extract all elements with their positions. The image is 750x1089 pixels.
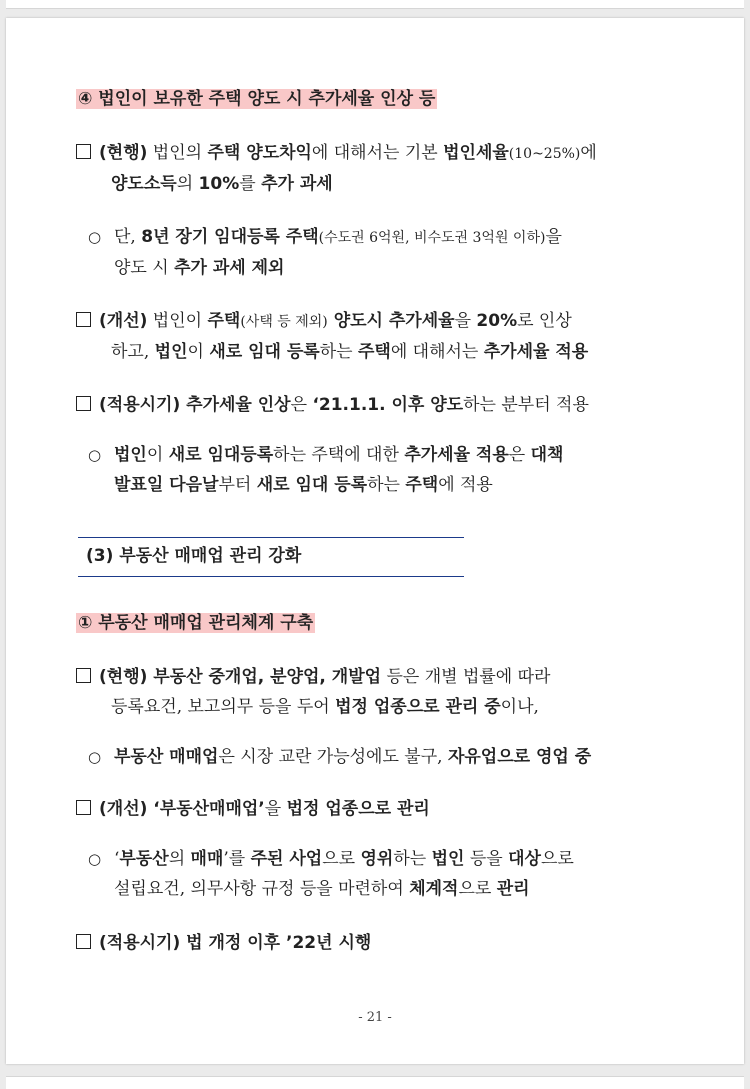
sub-bullet-exception	[88, 222, 562, 283]
line: ○ ‘부동산의 매매’를 주된 사업으로 영위하는 법인 등을 대상으로	[88, 844, 676, 874]
line: 등록요건, 보고의무 등을 두어 법정 업종으로 관리 중이나,	[111, 697, 539, 717]
checkbox-bullet-icon	[76, 934, 91, 949]
line: (개선) 법인이 주택(사택 등 제외) 양도시 추가세율을 20%로 인상	[76, 306, 676, 337]
checkbox-bullet-icon	[76, 144, 91, 159]
section-header-box	[78, 537, 464, 577]
line: 양도소득의 10%를 추가 과세	[111, 174, 333, 194]
page-number: - 21 -	[358, 1010, 392, 1025]
line: ○ 법인이 새로 임대등록하는 주택에 대한 추가세율 적용은 대책	[88, 440, 676, 470]
next-page-edge	[6, 1076, 744, 1089]
line: 양도 시 추가 과세 제외	[114, 258, 285, 278]
bullet-current-rule	[76, 138, 676, 199]
bullet-improvement	[76, 306, 676, 367]
circle-bullet-icon: ○	[88, 228, 102, 246]
bullet-enforcement-date: (적용시기) 법 개정 이후 ’22년 시행	[76, 928, 371, 958]
section-title: (3) 부동산 매매업 관리 강화	[86, 546, 302, 566]
bullet-effective-date: (적용시기) 추가세율 인상은 ‘21.1.1. 이후 양도하는 분부터 적용	[76, 390, 589, 420]
subheading-corporate-housing: ④ 법인이 보유한 주택 양도 시 추가세율 인상 등	[78, 89, 436, 109]
line: ○ 단, 8년 장기 임대등록 주택(수도권 6억원, 비수도권 3억원 이하)을	[88, 222, 562, 253]
line: 하고, 법인이 새로 임대 등록하는 주택에 대해서는 추가세율 적용	[111, 342, 589, 362]
bullet-current-regulation	[76, 662, 550, 722]
line: (현행) 법인의 주택 양도차익에 대해서는 기본 법인세율(10~25%)에	[76, 138, 676, 169]
circle-bullet-icon: ○	[88, 850, 102, 868]
document-page	[6, 18, 744, 1064]
checkbox-bullet-icon	[76, 668, 91, 683]
sub-bullet-free-business: ○ 부동산 매매업은 시장 교란 가능성에도 불구, 자유업으로 영업 중	[88, 742, 591, 772]
checkbox-bullet-icon	[76, 396, 91, 411]
checkbox-bullet-icon	[76, 312, 91, 327]
sub-bullet-systematic-management	[88, 844, 676, 904]
checkbox-bullet-icon	[76, 800, 91, 815]
circle-bullet-icon: ○	[88, 446, 102, 464]
sub-bullet-new-registration	[88, 440, 676, 500]
subheading-real-estate-trading: ① 부동산 매매업 관리체계 구축	[78, 613, 314, 633]
circle-bullet-icon: ○	[88, 748, 102, 766]
line: (현행) 부동산 중개업, 분양업, 개발업 등은 개별 법률에 따라	[76, 662, 550, 692]
bullet-legal-business: (개선) ‘부동산매매업’을 법정 업종으로 관리	[76, 794, 430, 824]
line: 발표일 다음날부터 새로 임대 등록하는 주택에 적용	[114, 475, 493, 495]
previous-page-edge	[6, 0, 744, 9]
line: 설립요건, 의무사항 규정 등을 마련하여 체계적으로 관리	[114, 879, 530, 899]
